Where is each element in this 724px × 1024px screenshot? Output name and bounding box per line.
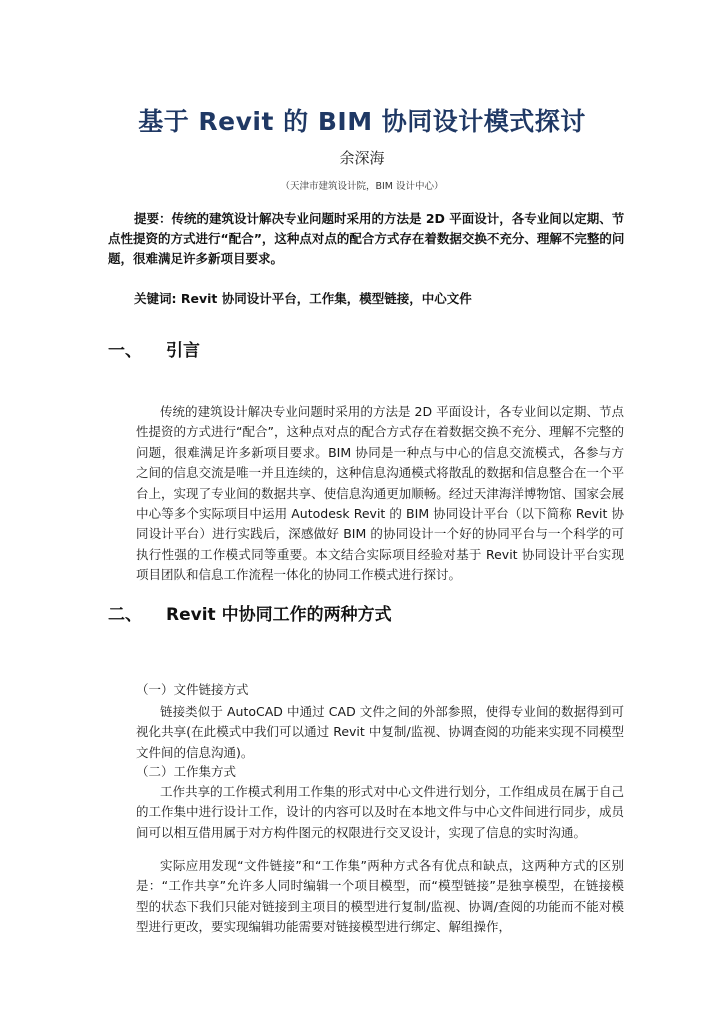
section-2-title: Revit 中协同工作的两种方式 bbox=[166, 605, 392, 625]
subsection-2-paragraph: 工作共享的工作模式利用工作集的形式对中心文件进行划分，工作组成员在属于自己的工作集中进行设计工作，设计的内容可以及时在本地文件与中心文件间进行同步，成员间可以相互借用属于对方构件图元的权限进行交叉设计，实现了信息的实时沟通。 bbox=[136, 784, 624, 840]
section-2-number: 二、 bbox=[108, 605, 142, 625]
subsection-1-paragraph: 链接类似于 AutoCAD 中通过 CAD 文件之间的外部参照，使得专业间的数据得到可视化共享(在此模式中我们可以通过 Revit 中复制/监视、协调查阅的功能来实现不同模型文件间的信息沟通)。 bbox=[136, 704, 624, 760]
section-2-paragraph-3: 实际应用发现“文件链接”和“工作集”两种方式各有优点和缺点，这两种方式的区别是：“工作共享”允许多人同时编辑一个项目模型，而“模型链接”是独享模型，在链接模型的状态下我们只能对链接到主项目的模型进行复制/监视、协调/查阅的功能而不能对模型进行更改，要实现编辑功能需要对链接模型进行绑定、解组操作， bbox=[136, 858, 624, 935]
section-2-heading bbox=[108, 600, 392, 625]
subsection-2-heading: （二）工作集方式 bbox=[136, 764, 237, 779]
section-1-number: 一、 bbox=[108, 341, 142, 361]
subsection-1-heading: （一）文件链接方式 bbox=[136, 682, 249, 697]
author-name: 余深海 bbox=[339, 149, 385, 167]
keywords: 关键词: Revit 协同设计平台，工作集，模型链接，中心文件 bbox=[134, 291, 472, 306]
paper-title: 基于 Revit 的 BIM 协同设计模式探讨 bbox=[138, 107, 586, 136]
abstract: 提要：传统的建筑设计解决专业问题时采用的方法是 2D 平面设计，各专业间以定期、节点性提资的方式进行“配合”，这种点对点的配合方式存在着数据交换不充分、理解不完整的问题，很难满足许多新项目要求。 bbox=[108, 211, 625, 266]
section-1-paragraph: 传统的建筑设计解决专业问题时采用的方法是 2D 平面设计，各专业间以定期、节点性提资的方式进行“配合”，这种点对点的配合方式存在着数据交换不充分、理解不完整的问题，很难满足许多新项目要求。BIM 协同是一种点与中心的信息交流模式，各参与方之间的信息交流是唯一并且连续的，这种信息沟通模式将散乱的数据和信息整合在一个平台上，实现了专业间的数据共享、使信息沟通更加顺畅。经过天津海洋博物馆、国家会展中心等多个实际项目中运用 Autodesk Revit 的 BIM 协同设计平台（以下简称 Revit 协同设计平台）进行实践后，深感做好 BIM 的协同设计一个好的协同平台与一个科学的可执行性强的工作模式同等重要。本文结合实际项目经验对基于 Revit 协同设计平台实现项目团队和信息工作流程一体化的协同工作模式进行探讨。 bbox=[136, 404, 624, 583]
author-affiliation: （天津市建筑设计院，BIM 设计中心） bbox=[280, 181, 444, 192]
section-1-heading bbox=[108, 336, 200, 361]
section-1-title: 引言 bbox=[166, 341, 200, 361]
